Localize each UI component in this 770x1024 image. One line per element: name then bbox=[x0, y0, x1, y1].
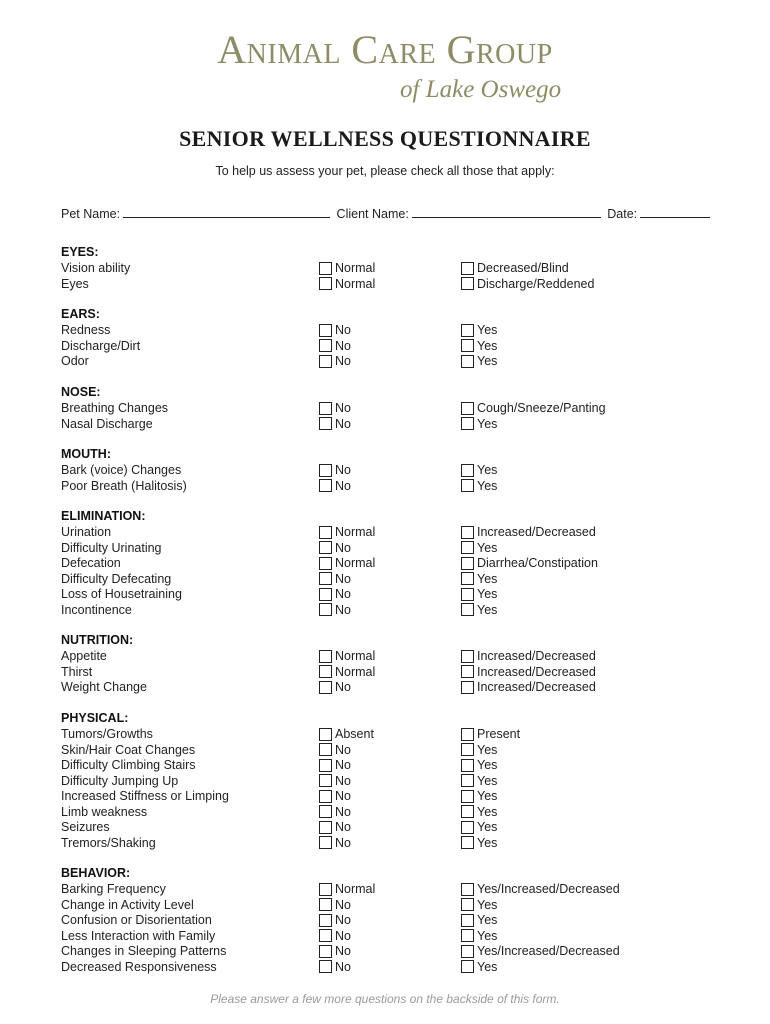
question-label: Odor bbox=[61, 354, 89, 368]
question-label: Incontinence bbox=[61, 602, 132, 617]
option-b[interactable] bbox=[461, 789, 497, 803]
checkbox[interactable] bbox=[319, 479, 332, 492]
option-b-label: Yes bbox=[477, 789, 498, 803]
option-a[interactable] bbox=[319, 820, 351, 834]
option-b-label: Yes bbox=[477, 773, 498, 788]
option-b[interactable] bbox=[461, 898, 497, 912]
question-label: Confusion or Disorientation bbox=[61, 913, 212, 927]
option-a-label: No bbox=[335, 773, 351, 788]
option-a-label: No bbox=[335, 944, 351, 958]
checkbox[interactable] bbox=[461, 929, 474, 942]
option-b[interactable] bbox=[461, 743, 497, 757]
question-row bbox=[61, 758, 721, 773]
option-a-label: No bbox=[335, 897, 351, 912]
question-row bbox=[61, 665, 721, 680]
checkbox[interactable] bbox=[319, 417, 332, 430]
checkbox[interactable] bbox=[319, 262, 332, 275]
checkbox[interactable] bbox=[319, 929, 332, 942]
option-a[interactable] bbox=[319, 587, 351, 601]
option-b[interactable] bbox=[461, 913, 497, 927]
option-a[interactable] bbox=[319, 898, 351, 912]
option-b-label: Yes bbox=[477, 758, 498, 772]
question-label: Urination bbox=[61, 525, 112, 539]
question-row bbox=[61, 261, 721, 276]
option-b-label: Yes bbox=[477, 928, 498, 943]
checkbox[interactable] bbox=[461, 277, 474, 290]
option-a-label: No bbox=[335, 928, 351, 943]
option-a[interactable] bbox=[319, 572, 351, 586]
option-b[interactable] bbox=[461, 820, 497, 834]
option-b[interactable] bbox=[461, 665, 596, 679]
option-a-label: No bbox=[335, 401, 351, 415]
option-a[interactable] bbox=[319, 789, 351, 803]
checkbox[interactable] bbox=[461, 743, 474, 756]
checkbox[interactable] bbox=[461, 650, 474, 663]
client-name-label: Client Name: bbox=[336, 207, 409, 221]
info-line bbox=[61, 205, 713, 221]
option-a[interactable] bbox=[319, 805, 351, 819]
checkbox[interactable] bbox=[319, 945, 332, 958]
question-row bbox=[61, 743, 721, 758]
option-b-label: Increased/Decreased bbox=[477, 680, 596, 694]
option-b[interactable] bbox=[461, 960, 497, 974]
option-a-label: No bbox=[335, 913, 351, 927]
option-a[interactable] bbox=[319, 463, 351, 477]
checkbox[interactable] bbox=[319, 464, 332, 477]
question-label: Changes in Sleeping Patterns bbox=[61, 944, 227, 958]
option-a[interactable] bbox=[319, 323, 351, 337]
checkbox[interactable] bbox=[319, 526, 332, 539]
question-label: Difficulty Jumping Up bbox=[61, 773, 179, 788]
checkbox[interactable] bbox=[461, 339, 474, 352]
question-label: Weight Change bbox=[61, 680, 147, 694]
option-b[interactable] bbox=[461, 944, 620, 958]
section-title: PHYSICAL: bbox=[61, 711, 129, 725]
option-a-label: No bbox=[335, 571, 351, 586]
checkbox[interactable] bbox=[319, 541, 332, 554]
checkbox[interactable] bbox=[461, 728, 474, 741]
option-a-label: Normal bbox=[335, 556, 376, 570]
checkbox[interactable] bbox=[319, 355, 332, 368]
checkbox[interactable] bbox=[319, 557, 332, 570]
question-label: Eyes bbox=[61, 276, 89, 291]
checkbox[interactable] bbox=[461, 805, 474, 818]
checkbox[interactable] bbox=[461, 790, 474, 803]
option-b-label: Yes bbox=[477, 323, 498, 337]
option-a[interactable] bbox=[319, 401, 351, 415]
option-b-label: Yes bbox=[477, 820, 498, 834]
question-label: Defecation bbox=[61, 556, 121, 570]
question-row bbox=[61, 898, 721, 913]
pet-name-label: Pet Name: bbox=[61, 207, 121, 221]
option-a[interactable] bbox=[319, 960, 351, 974]
option-a-label: Normal bbox=[335, 276, 376, 291]
option-a-label: No bbox=[335, 540, 351, 555]
option-a[interactable] bbox=[319, 758, 351, 772]
option-b-label: Yes/Increased/Decreased bbox=[477, 882, 620, 896]
checkbox[interactable] bbox=[319, 588, 332, 601]
checkbox[interactable] bbox=[319, 821, 332, 834]
option-a-label: No bbox=[335, 959, 351, 974]
section-title: MOUTH: bbox=[61, 447, 111, 461]
checkbox[interactable] bbox=[319, 883, 332, 896]
form-title: SENIOR WELLNESS QUESTIONNAIRE bbox=[179, 126, 591, 151]
question-row bbox=[61, 339, 721, 354]
question-row bbox=[61, 727, 721, 742]
option-b[interactable] bbox=[461, 323, 497, 337]
checkbox[interactable] bbox=[461, 355, 474, 368]
option-a[interactable] bbox=[319, 541, 351, 555]
option-a-label: No bbox=[335, 602, 351, 617]
option-b[interactable] bbox=[461, 261, 569, 275]
option-b[interactable] bbox=[461, 354, 497, 368]
option-a-label: No bbox=[335, 416, 351, 431]
option-b-label: Yes bbox=[477, 416, 498, 431]
option-a-label: Normal bbox=[335, 882, 376, 896]
question-row bbox=[61, 836, 721, 851]
option-a-label: Normal bbox=[335, 649, 376, 663]
question-row bbox=[61, 479, 721, 494]
question-label: Nasal Discharge bbox=[61, 416, 153, 431]
checkbox[interactable] bbox=[461, 557, 474, 570]
option-a[interactable] bbox=[319, 774, 351, 788]
client-name-field[interactable] bbox=[412, 205, 601, 218]
option-a[interactable] bbox=[319, 649, 375, 663]
checkbox[interactable] bbox=[461, 960, 474, 973]
footer-note: Please answer a few more questions on the backside of this form. bbox=[210, 992, 560, 1006]
option-b[interactable] bbox=[461, 805, 497, 819]
option-b-label: Present bbox=[477, 727, 521, 741]
checkbox[interactable] bbox=[461, 464, 474, 477]
option-b-label: Diarrhea/Constipation bbox=[477, 556, 598, 570]
option-b-label: Discharge/Reddened bbox=[477, 276, 595, 291]
checkbox[interactable] bbox=[461, 417, 474, 430]
option-b-label: Yes bbox=[477, 602, 498, 617]
option-b[interactable] bbox=[461, 882, 620, 896]
option-b-label: Yes bbox=[477, 804, 498, 819]
question-row bbox=[61, 774, 721, 789]
checkbox[interactable] bbox=[461, 836, 474, 849]
checkbox[interactable] bbox=[319, 339, 332, 352]
option-a-label: No bbox=[335, 587, 351, 601]
option-b[interactable] bbox=[461, 680, 596, 694]
question-row bbox=[61, 354, 721, 369]
option-b[interactable] bbox=[461, 277, 594, 291]
option-a-label: No bbox=[335, 835, 351, 850]
option-b-label: Yes bbox=[477, 587, 498, 601]
option-b[interactable] bbox=[461, 463, 497, 477]
logo-subtitle: of Lake Oswego bbox=[400, 76, 562, 103]
checkbox[interactable] bbox=[319, 572, 332, 585]
option-b-label: Decreased/Blind bbox=[477, 261, 569, 275]
option-a[interactable] bbox=[319, 665, 375, 679]
option-b-label: Yes bbox=[477, 742, 498, 757]
option-a[interactable] bbox=[319, 277, 375, 291]
question-label: Breathing Changes bbox=[61, 401, 169, 415]
option-b-label: Yes bbox=[477, 959, 498, 974]
option-a[interactable] bbox=[319, 479, 351, 493]
option-b[interactable] bbox=[461, 401, 606, 415]
option-a-label: No bbox=[335, 758, 351, 772]
option-a[interactable] bbox=[319, 743, 351, 757]
checkbox[interactable] bbox=[461, 665, 474, 678]
question-row bbox=[61, 525, 721, 540]
question-label: Less Interaction with Family bbox=[61, 928, 216, 943]
option-a-label: No bbox=[335, 323, 351, 337]
question-row bbox=[61, 929, 721, 944]
option-b[interactable] bbox=[461, 587, 497, 601]
checkbox[interactable] bbox=[461, 681, 474, 694]
question-label: Tumors/Growths bbox=[61, 727, 153, 741]
date-field[interactable] bbox=[640, 205, 710, 218]
option-b-label: Increased/Decreased bbox=[477, 525, 596, 539]
checkbox[interactable] bbox=[461, 588, 474, 601]
option-b-label: Yes bbox=[477, 571, 498, 586]
checkbox[interactable] bbox=[461, 821, 474, 834]
question-row bbox=[61, 587, 721, 602]
pet-name-field[interactable] bbox=[123, 205, 330, 218]
question-row bbox=[61, 944, 721, 959]
checkbox[interactable] bbox=[461, 883, 474, 896]
checkbox[interactable] bbox=[319, 324, 332, 337]
option-b[interactable] bbox=[461, 525, 596, 539]
question-label: Vision ability bbox=[61, 261, 131, 275]
question-label: Difficulty Urinating bbox=[61, 540, 162, 555]
checkbox[interactable] bbox=[461, 914, 474, 927]
option-a[interactable] bbox=[319, 417, 351, 431]
option-a[interactable] bbox=[319, 882, 375, 896]
checkbox[interactable] bbox=[319, 774, 332, 787]
option-a-label: Absent bbox=[335, 727, 374, 741]
section-title: BEHAVIOR: bbox=[61, 866, 131, 880]
option-a-label: Normal bbox=[335, 525, 376, 539]
option-a[interactable] bbox=[319, 339, 351, 353]
question-row bbox=[61, 913, 721, 928]
section-title: ELIMINATION: bbox=[61, 509, 146, 523]
question-row bbox=[61, 401, 721, 416]
question-row bbox=[61, 323, 721, 338]
section-title: EYES: bbox=[61, 245, 99, 259]
question-row bbox=[61, 820, 721, 835]
question-row bbox=[61, 572, 721, 587]
option-a[interactable] bbox=[319, 603, 351, 617]
option-b-label: Yes bbox=[477, 463, 498, 477]
question-label: Bark (voice) Changes bbox=[61, 463, 182, 477]
checkbox[interactable] bbox=[461, 541, 474, 554]
option-a-label: Normal bbox=[335, 261, 376, 275]
checkbox[interactable] bbox=[319, 836, 332, 849]
option-b-label: Yes bbox=[477, 913, 498, 927]
question-label: Appetite bbox=[61, 649, 107, 663]
question-row bbox=[61, 277, 721, 292]
checkbox[interactable] bbox=[461, 774, 474, 787]
option-a[interactable] bbox=[319, 836, 351, 850]
section-title: EARS: bbox=[61, 307, 100, 321]
option-a-label: No bbox=[335, 804, 351, 819]
checkbox[interactable] bbox=[461, 526, 474, 539]
question-label: Redness bbox=[61, 323, 111, 337]
question-label: Tremors/Shaking bbox=[61, 835, 156, 850]
option-b-label: Yes bbox=[477, 540, 498, 555]
checkbox[interactable] bbox=[461, 324, 474, 337]
checkbox[interactable] bbox=[461, 479, 474, 492]
option-b[interactable] bbox=[461, 417, 497, 431]
checkbox[interactable] bbox=[461, 759, 474, 772]
section-title: NOSE: bbox=[61, 385, 101, 399]
question-label: Barking Frequency bbox=[61, 882, 166, 896]
option-a[interactable] bbox=[319, 556, 375, 570]
question-row bbox=[61, 463, 721, 478]
question-label: Change in Activity Level bbox=[61, 897, 194, 912]
form-intro: To help us assess your pet, please check all those that apply: bbox=[215, 164, 555, 178]
option-a-label: Normal bbox=[335, 664, 376, 679]
section-title: NUTRITION: bbox=[61, 633, 134, 647]
option-a[interactable] bbox=[319, 354, 351, 368]
option-a-label: No bbox=[335, 742, 351, 757]
checkbox[interactable] bbox=[319, 603, 332, 616]
option-b-label: Yes bbox=[477, 478, 498, 493]
checkbox[interactable] bbox=[461, 262, 474, 275]
question-row bbox=[61, 417, 721, 432]
option-a-label: No bbox=[335, 354, 351, 368]
option-a-label: No bbox=[335, 789, 351, 803]
question-label: Thirst bbox=[61, 664, 93, 679]
option-b-label: Increased/Decreased bbox=[477, 649, 596, 663]
option-b-label: Yes/Increased/Decreased bbox=[477, 944, 620, 958]
question-row bbox=[61, 882, 721, 897]
question-row bbox=[61, 649, 721, 664]
question-label: Difficulty Defecating bbox=[61, 571, 172, 586]
option-a[interactable] bbox=[319, 525, 375, 539]
option-b[interactable] bbox=[461, 479, 497, 493]
option-b[interactable] bbox=[461, 541, 497, 555]
option-b[interactable] bbox=[461, 774, 497, 788]
question-label: Decreased Responsiveness bbox=[61, 959, 217, 974]
option-a[interactable] bbox=[319, 913, 351, 927]
question-row bbox=[61, 541, 721, 556]
option-a-label: No bbox=[335, 463, 351, 477]
option-b-label: Yes bbox=[477, 897, 498, 912]
checkbox[interactable] bbox=[461, 603, 474, 616]
question-label: Seizures bbox=[61, 820, 110, 834]
option-a-label: No bbox=[335, 680, 351, 694]
checkbox[interactable] bbox=[319, 277, 332, 290]
option-a[interactable] bbox=[319, 261, 375, 275]
checkbox[interactable] bbox=[461, 572, 474, 585]
option-b[interactable] bbox=[461, 758, 497, 772]
option-b-label: Yes bbox=[477, 338, 498, 353]
option-a[interactable] bbox=[319, 680, 351, 694]
question-label: Loss of Housetraining bbox=[61, 587, 182, 601]
checkbox[interactable] bbox=[319, 805, 332, 818]
option-b[interactable] bbox=[461, 556, 598, 570]
checkbox[interactable] bbox=[461, 945, 474, 958]
checkbox[interactable] bbox=[461, 898, 474, 911]
logo-main: Animal Care Group bbox=[217, 27, 553, 72]
option-b[interactable] bbox=[461, 836, 497, 850]
question-label: Limb weakness bbox=[61, 804, 148, 819]
question-row bbox=[61, 680, 721, 695]
question-label: Difficulty Climbing Stairs bbox=[61, 758, 196, 772]
checkbox[interactable] bbox=[319, 898, 332, 911]
checkbox[interactable] bbox=[319, 759, 332, 772]
option-a[interactable] bbox=[319, 929, 351, 943]
option-b[interactable] bbox=[461, 603, 497, 617]
option-b-label: Yes bbox=[477, 354, 498, 368]
question-row bbox=[61, 960, 721, 975]
option-b-label: Cough/Sneeze/Panting bbox=[477, 401, 606, 415]
question-label: Discharge/Dirt bbox=[61, 338, 141, 353]
checkbox[interactable] bbox=[319, 960, 332, 973]
option-b[interactable] bbox=[461, 339, 497, 353]
question-row bbox=[61, 805, 721, 820]
option-b[interactable] bbox=[461, 727, 520, 741]
option-a[interactable] bbox=[319, 944, 351, 958]
option-a-label: No bbox=[335, 478, 351, 493]
checkbox[interactable] bbox=[319, 914, 332, 927]
checkbox[interactable] bbox=[319, 650, 332, 663]
question-label: Poor Breath (Halitosis) bbox=[61, 478, 187, 493]
option-b[interactable] bbox=[461, 649, 596, 663]
question-row bbox=[61, 556, 721, 571]
question-row bbox=[61, 789, 721, 804]
checkbox[interactable] bbox=[319, 665, 332, 678]
option-b-label: Increased/Decreased bbox=[477, 664, 596, 679]
checkbox[interactable] bbox=[461, 402, 474, 415]
checkbox[interactable] bbox=[319, 790, 332, 803]
option-a[interactable] bbox=[319, 727, 374, 741]
option-b[interactable] bbox=[461, 572, 497, 586]
checkbox[interactable] bbox=[319, 681, 332, 694]
checkbox[interactable] bbox=[319, 743, 332, 756]
option-b-label: Yes bbox=[477, 835, 498, 850]
option-a-label: No bbox=[335, 338, 351, 353]
date-label: Date: bbox=[607, 207, 638, 221]
option-b[interactable] bbox=[461, 929, 497, 943]
question-label: Skin/Hair Coat Changes bbox=[61, 742, 196, 757]
question-label: Increased Stiffness or Limping bbox=[61, 789, 229, 803]
checkbox[interactable] bbox=[319, 728, 332, 741]
option-a-label: No bbox=[335, 820, 351, 834]
checkbox[interactable] bbox=[319, 402, 332, 415]
question-row bbox=[61, 603, 721, 618]
